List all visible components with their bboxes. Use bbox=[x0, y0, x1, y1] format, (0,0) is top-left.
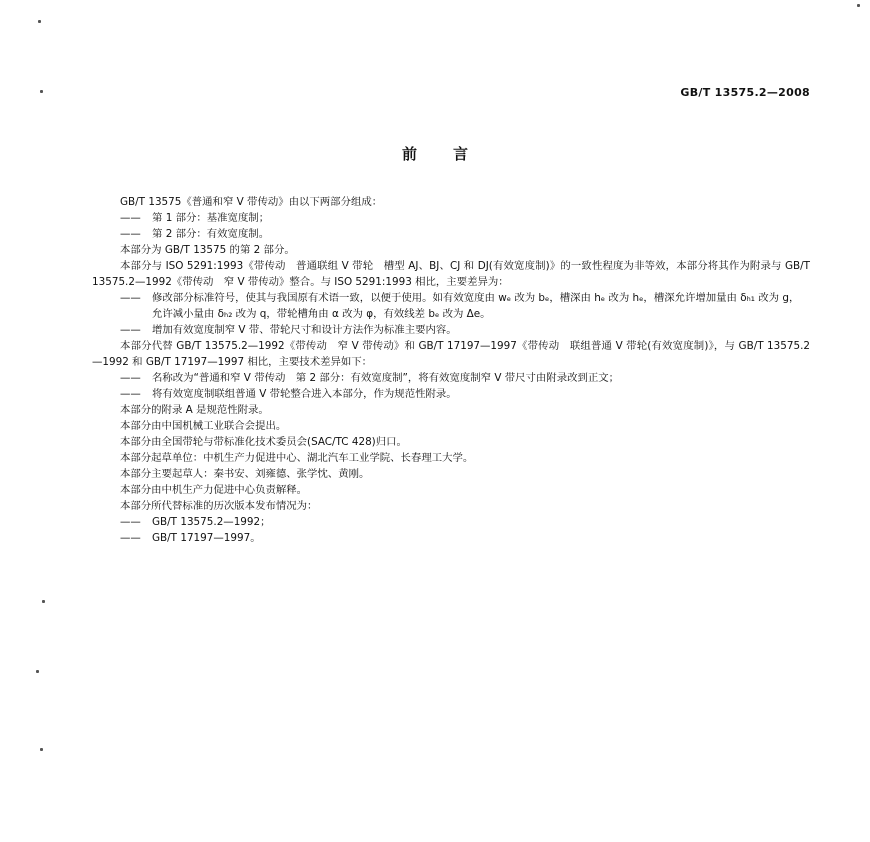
list-item bbox=[92, 226, 810, 242]
list-item bbox=[92, 322, 810, 338]
paragraph: 本部分起草单位：中机生产力促进中心、湖北汽车工业学院、长春理工大学。 bbox=[120, 452, 474, 464]
list-item bbox=[92, 514, 810, 530]
dash-marker: —— bbox=[120, 372, 141, 384]
paragraph: 本部分主要起草人：秦书安、刘雍德、张学忱、黄刚。 bbox=[120, 468, 370, 480]
list-item bbox=[92, 386, 810, 402]
list-item-text: 第 2 部分：有效宽度制。 bbox=[152, 228, 270, 240]
dash-marker: —— bbox=[120, 388, 141, 400]
paragraph: 本部分与 ISO 5291:1993《带传动 普通联组 V 带轮 槽型 AJ、BJ、CJ 和 DJ(有效宽度制)》的一致性程度为非等效，本部分将其作为附录与 GB/T 13575.2—1992《带传动 窄 V 带传动》整合。与 ISO 5291:1993 相比，主要差异为： bbox=[92, 260, 810, 288]
scan-speck bbox=[857, 4, 860, 7]
list-item-text: 增加有效宽度制窄 V 带、带轮尺寸和设计方法作为标准主要内容。 bbox=[152, 324, 457, 336]
standard-code: GB/T 13575.2—2008 bbox=[680, 86, 810, 99]
paragraph: GB/T 13575《普通和窄 V 带传动》由以下两部分组成： bbox=[120, 196, 383, 208]
paragraph: 本部分由中国机械工业联合会提出。 bbox=[120, 420, 287, 432]
list-item-text: 第 1 部分：基准宽度制； bbox=[152, 212, 270, 224]
list-item-text: 名称改为“普通和窄 V 带传动 第 2 部分：有效宽度制”，将有效宽度制窄 V 带尺寸由附录改到正文； bbox=[152, 372, 620, 384]
paragraph: 本部分的附录 A 是规范性附录。 bbox=[120, 404, 269, 416]
list-item bbox=[92, 210, 810, 226]
paragraph: 本部分代替 GB/T 13575.2—1992《带传动 窄 V 带传动》和 GB/T 17197—1997《带传动 联组普通 V 带轮(有效宽度制)》，与 GB/T 13575.2—1992 和 GB/T 17197—1997 相比，主要技术差异如下： bbox=[92, 340, 810, 368]
paragraph: 本部分为 GB/T 13575 的第 2 部分。 bbox=[120, 244, 295, 256]
paragraph: 本部分由中机生产力促进中心负责解释。 bbox=[120, 484, 308, 496]
list-item-text: GB/T 13575.2—1992； bbox=[152, 516, 271, 528]
list-item bbox=[92, 370, 810, 386]
list-item bbox=[92, 530, 810, 546]
document-body bbox=[92, 194, 810, 546]
paragraph: 本部分由全国带轮与带标准化技术委员会(SAC/TC 428)归口。 bbox=[120, 436, 407, 448]
page-title: 前言 bbox=[401, 145, 504, 163]
dash-marker: —— bbox=[120, 212, 141, 224]
dash-marker: —— bbox=[120, 516, 141, 528]
dash-marker: —— bbox=[120, 292, 141, 304]
list-item bbox=[92, 290, 810, 322]
list-item-text: 修改部分标准符号，使其与我国原有术语一致，以便于使用。如有效宽度由 wₑ 改为 bₑ，槽深由 hₑ 改为 hₑ，槽深允许增加量由 δₕ₁ 改为 g，允许减小量由 δₕ₂ 改为 q，带轮槽角由 α 改为 φ，有效线差 bₑ 改为 Δe。 bbox=[152, 292, 800, 320]
scan-speck bbox=[36, 670, 39, 673]
scan-speck bbox=[42, 600, 45, 603]
list-item-text: 将有效宽度制联组普通 V 带轮整合进入本部分，作为规范性附录。 bbox=[152, 388, 457, 400]
dash-marker: —— bbox=[120, 532, 141, 544]
scan-speck bbox=[40, 748, 43, 751]
scan-speck bbox=[38, 20, 41, 23]
list-item-text: GB/T 17197—1997。 bbox=[152, 532, 261, 544]
scan-speck bbox=[40, 90, 43, 93]
dash-marker: —— bbox=[120, 228, 141, 240]
paragraph: 本部分所代替标准的历次版本发布情况为： bbox=[120, 500, 318, 512]
dash-marker: —— bbox=[120, 324, 141, 336]
